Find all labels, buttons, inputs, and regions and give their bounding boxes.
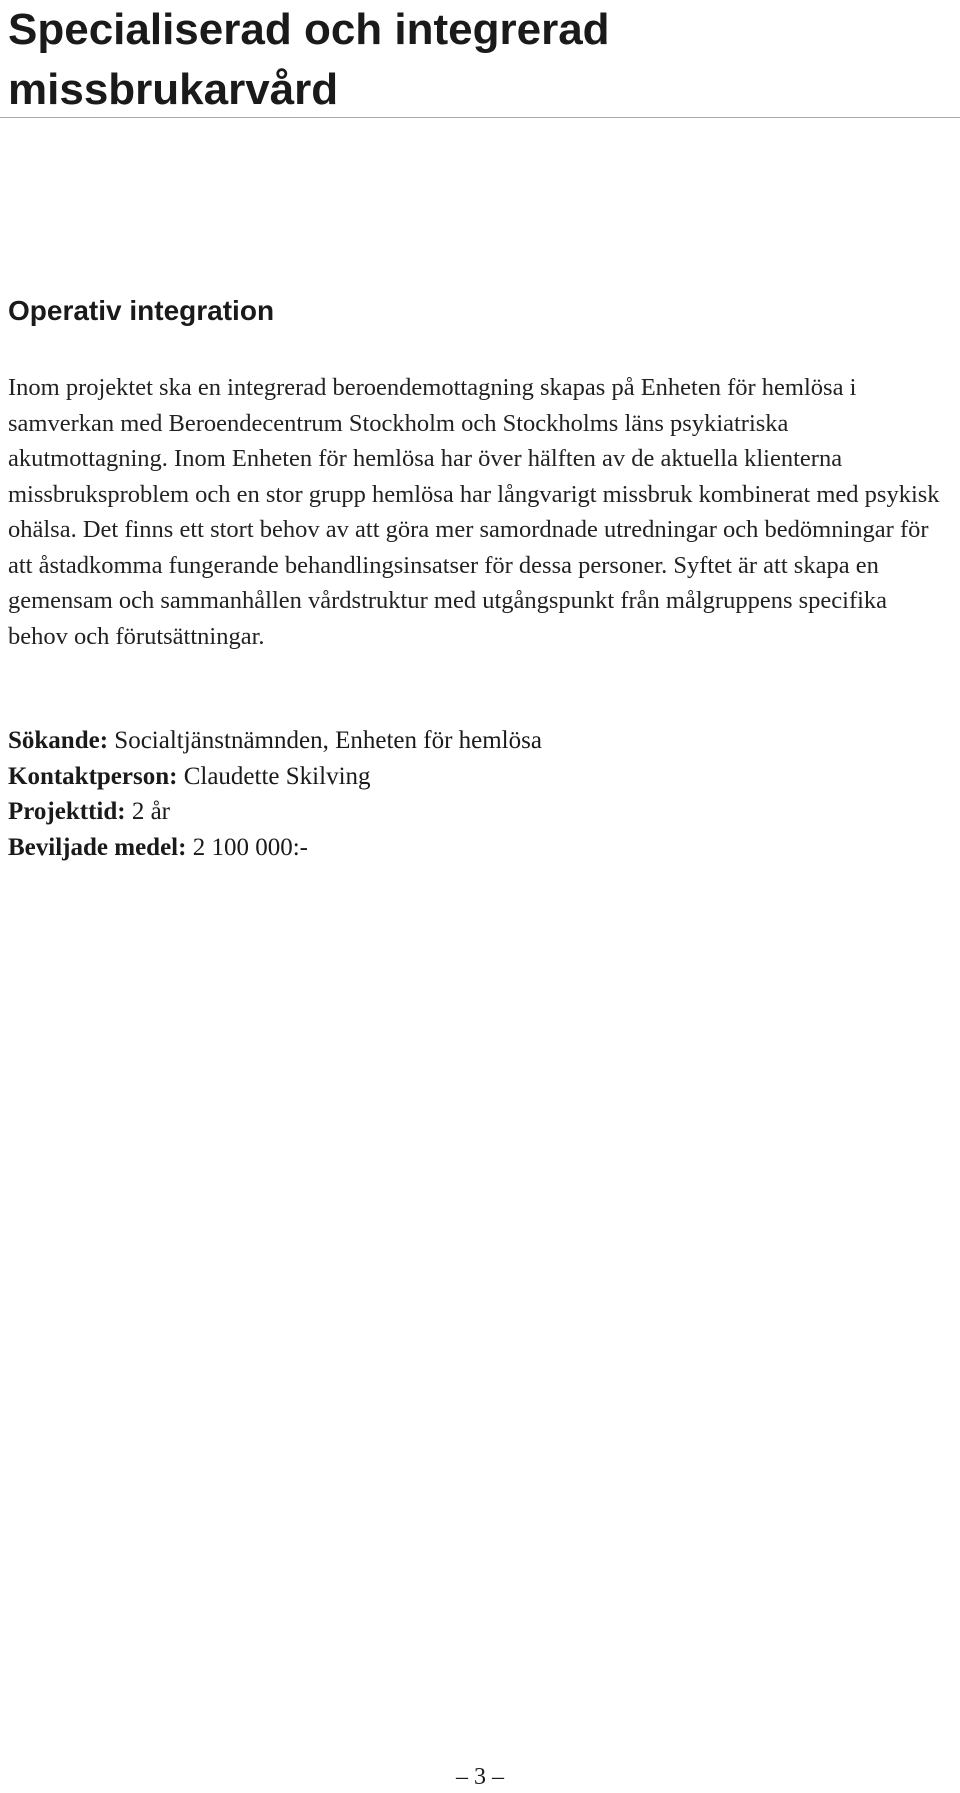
page-title: Specialiserad och integrerad missbrukarvård	[8, 5, 610, 114]
detail-label: Kontaktperson:	[8, 762, 178, 790]
detail-row-applicant	[8, 723, 948, 759]
detail-row-duration	[8, 794, 948, 830]
page-number: – 3 –	[456, 1764, 504, 1790]
section-heading: Operativ integration	[8, 295, 275, 326]
detail-label: Beviljade medel:	[8, 833, 187, 861]
project-details	[8, 723, 948, 865]
detail-label: Projekttid:	[8, 798, 126, 825]
detail-value: Claudette Skilving	[183, 762, 371, 790]
detail-value: 2 100 000:-	[192, 833, 308, 861]
detail-label: Sökande:	[8, 727, 109, 754]
title-divider	[0, 117, 960, 118]
detail-value: 2 år	[131, 798, 170, 825]
detail-row-funding	[8, 830, 948, 866]
detail-row-contact	[8, 759, 948, 795]
detail-value: Socialtjänstnämnden, Enheten för hemlösa	[114, 727, 542, 754]
body-paragraph: Inom projektet ska en integrerad beroendemottagning skapas på Enheten för hemlösa i samverkan med Beroendecentrum Stockholm och Stockholms läns psykiatriska akutmottagning. Inom Enheten för hemlösa har över hälften av de aktuella klienterna missbruksproblem och en stor grupp hemlösa har långvarigt missbruk kombinerat med psykisk ohälsa. Det finns ett stort behov av att göra mer samordnade utredningar och bedömningar för att åstadkomma fungerande behandlingsinsatser för dessa personer. Syftet är att skapa en gemensam och sammanhållen vårdstruktur med utgångspunkt från målgruppens specifika behov och förutsättningar.	[8, 374, 940, 650]
